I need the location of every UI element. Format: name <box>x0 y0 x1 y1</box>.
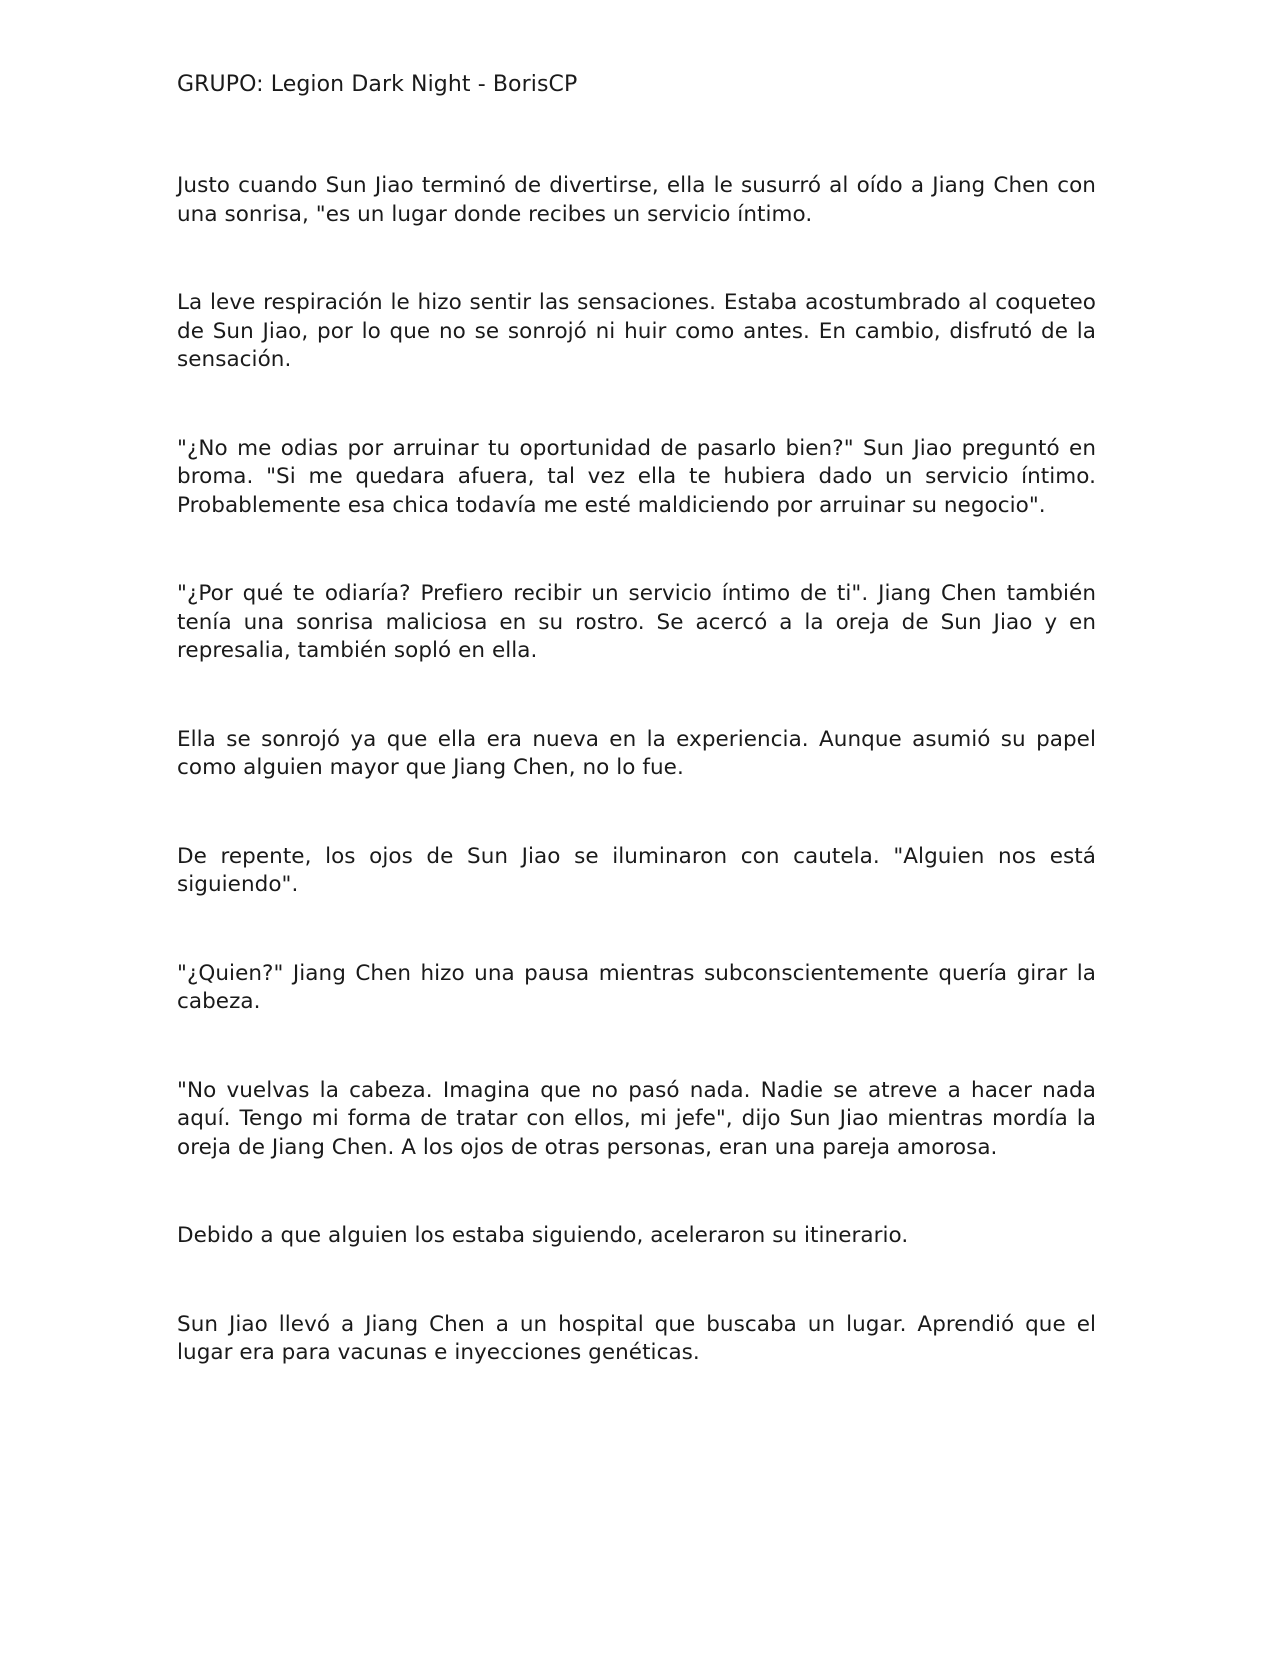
paragraph: Sun Jiao llevó a Jiang Chen a un hospital que buscaba un lugar. Aprendió que el lugar era para vacunas e inyecciones genéticas. <box>177 1311 1096 1365</box>
paragraph: La leve respiración le hizo sentir las sensaciones. Estaba acostumbrado al coqueteo de Sun Jiao, por lo que no se sonrojó ni huir como antes. En cambio, disfrutó de la sensación. <box>177 290 1096 372</box>
paragraph: Ella se sonrojó ya que ella era nueva en la experiencia. Aunque asumió su papel como alguien mayor que Jiang Chen, no lo fue. <box>177 726 1096 780</box>
document-header: GRUPO: Legion Dark Night - BorisCP <box>177 72 578 97</box>
paragraph: "No vuelvas la cabeza. Imagina que no pasó nada. Nadie se atreve a hacer nada aquí. Tengo mi forma de tratar con ellos, mi jefe", dijo Sun Jiao mientras mordía la oreja de Jiang Chen. A los ojos de otras personas, eran una pareja amorosa. <box>177 1077 1096 1160</box>
document-page <box>177 70 1096 1428</box>
document-body <box>177 172 1096 1368</box>
paragraph: Justo cuando Sun Jiao terminó de divertirse, ella le susurró al oído a Jiang Chen con una sonrisa, "es un lugar donde recibes un servicio íntimo. <box>177 173 1096 227</box>
paragraph: "¿Por qué te odiaría? Prefiero recibir un servicio íntimo de ti". Jiang Chen también tenía una sonrisa maliciosa en su rostro. Se acercó a la oreja de Sun Jiao y en represalia, también sopló en ella. <box>177 581 1096 663</box>
paragraph: De repente, los ojos de Sun Jiao se iluminaron con cautela. "Alguien nos está siguiendo". <box>177 843 1096 897</box>
paragraph: Debido a que alguien los estaba siguiendo, aceleraron su itinerario. <box>177 1223 909 1248</box>
paragraph: "¿No me odias por arruinar tu oportunidad de pasarlo bien?" Sun Jiao preguntó en broma. "Si me quedara afuera, tal vez ella te hubiera dado un servicio íntimo. Probablemente esa chica todavía me esté maldiciendo por arruinar su negocio". <box>177 435 1096 518</box>
paragraph: "¿Quien?" Jiang Chen hizo una pausa mientras subconscientemente quería girar la cabeza. <box>177 960 1096 1014</box>
